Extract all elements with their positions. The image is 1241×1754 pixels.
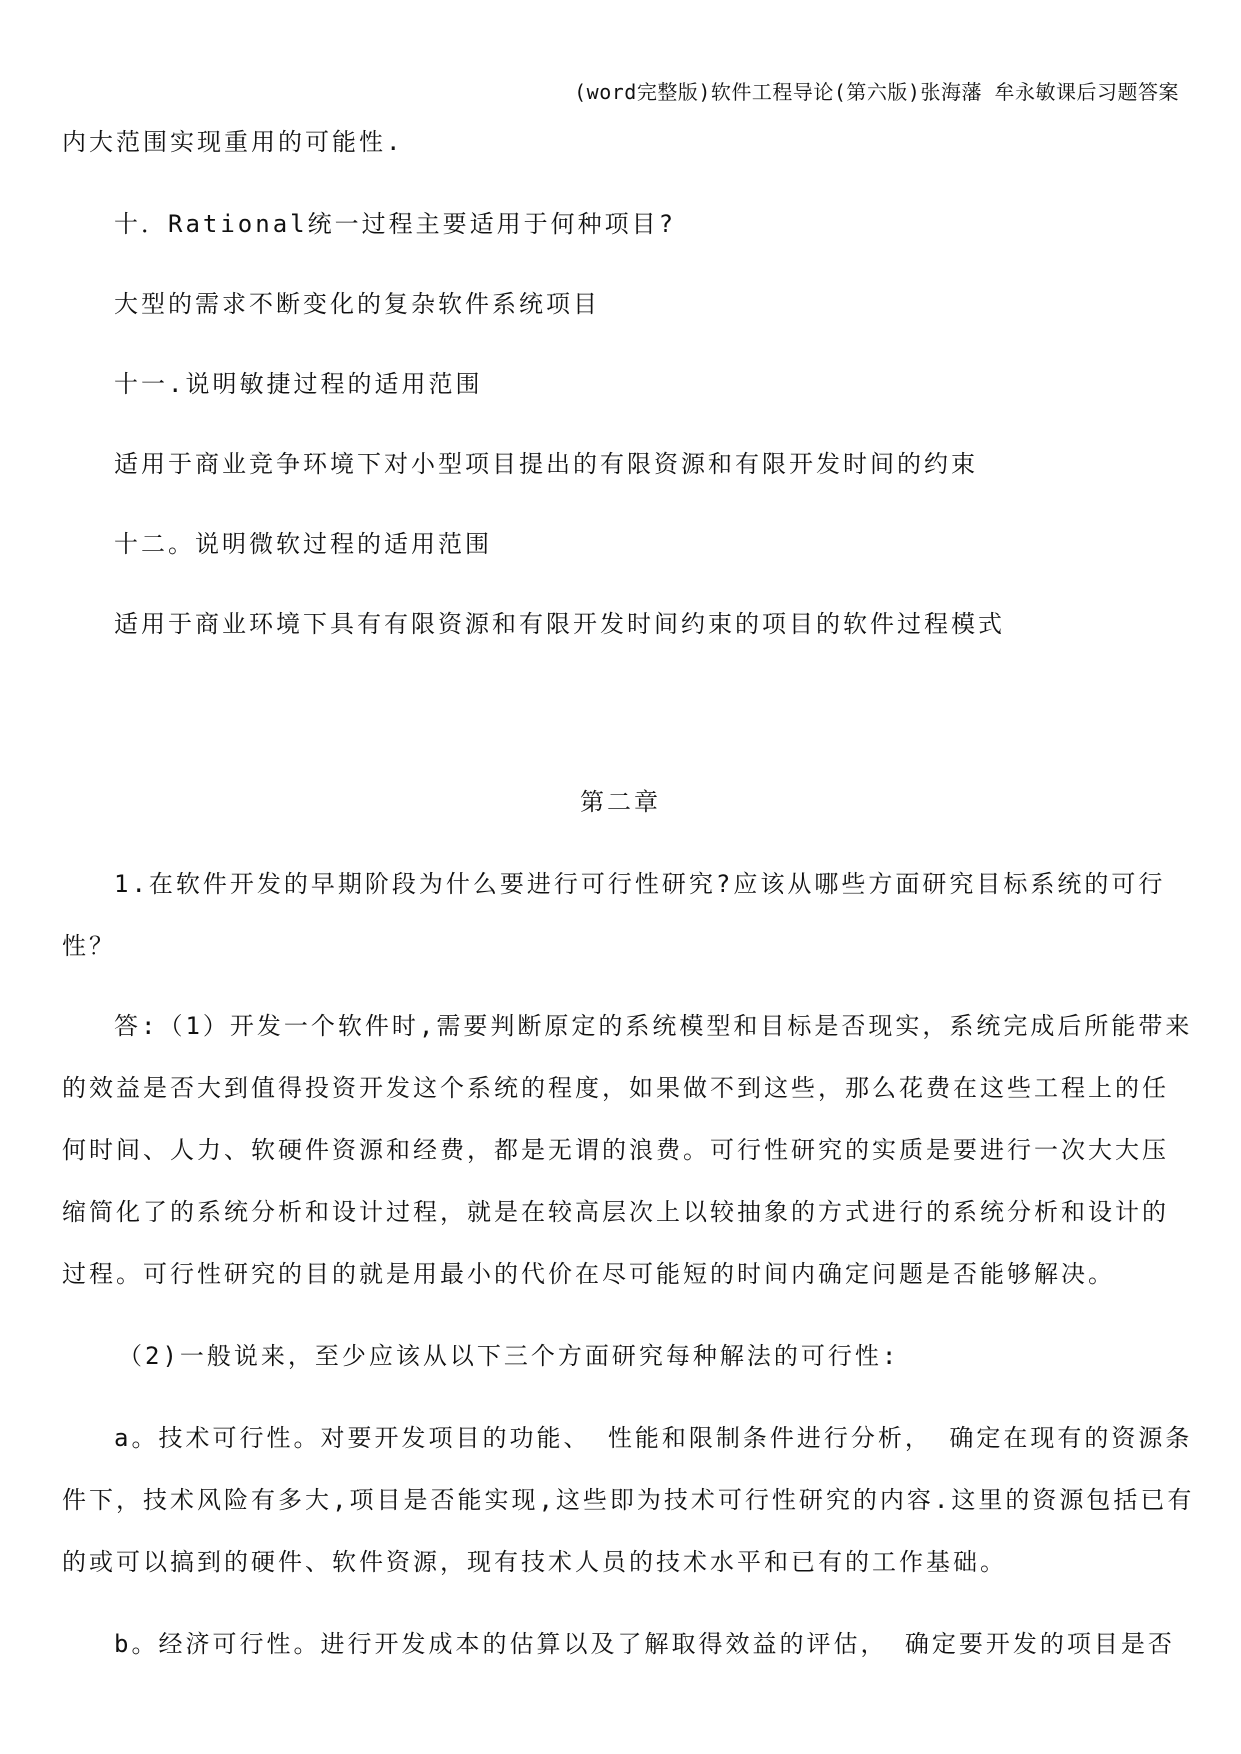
answer-11: 适用于商业竞争环境下对小型项目提出的有限资源和有限开发时间的约束 xyxy=(114,450,978,478)
answer-1-line-2: 的效益是否大到值得投资开发这个系统的程度，如果做不到这些，那么花费在这些工程上的任 xyxy=(62,1074,1169,1102)
economic-feasibility-line-1: b。经济可行性。进行开发成本的估算以及了解取得效益的评估， 确定要开发的项目是否 xyxy=(114,1630,1175,1658)
question-1-line-1: 1.在软件开发的早期阶段为什么要进行可行性研究?应该从哪些方面研究目标系统的可行 xyxy=(114,870,1166,898)
technical-feasibility-line-2: 件下，技术风险有多大,项目是否能实现,这些即为技术可行性研究的内容.这里的资源包括已有 xyxy=(62,1486,1195,1514)
answer-12: 适用于商业环境下具有有限资源和有限开发时间约束的项目的软件过程模式 xyxy=(114,610,1005,638)
answer-10: 大型的需求不断变化的复杂软件系统项目 xyxy=(114,290,600,318)
question-1-line-2: 性？ xyxy=(62,932,116,960)
question-10: 十．Rational统一过程主要适用于何种项目? xyxy=(114,210,677,238)
answer-1-line-4: 缩简化了的系统分析和设计过程，就是在较高层次上以较抽象的方式进行的系统分析和设计的 xyxy=(62,1198,1169,1226)
text-line-1: 内大范围实现重用的可能性. xyxy=(62,128,404,156)
answer-2-intro: （2)一般说来，至少应该从以下三个方面研究每种解法的可行性: xyxy=(118,1342,900,1370)
question-12: 十二。说明微软过程的适用范围 xyxy=(114,530,492,558)
chapter-heading: 第二章 xyxy=(580,788,661,816)
answer-1-line-3: 何时间、人力、软硬件资源和经费，都是无谓的浪费。可行性研究的实质是要进行一次大大压 xyxy=(62,1136,1169,1164)
answer-1-line-1: 答:（1）开发一个软件时,需要判断原定的系统模型和目标是否现实，系统完成后所能带来 xyxy=(114,1012,1193,1040)
technical-feasibility-line-1: a。技术可行性。对要开发项目的功能、 性能和限制条件进行分析， 确定在现有的资源条 xyxy=(114,1424,1193,1452)
question-11: 十一.说明敏捷过程的适用范围 xyxy=(114,370,483,398)
answer-1-line-5: 过程。可行性研究的目的就是用最小的代价在尽可能短的时间内确定问题是否能够解决。 xyxy=(62,1260,1115,1288)
technical-feasibility-line-3: 的或可以搞到的硬件、软件资源，现有技术人员的技术水平和已有的工作基础。 xyxy=(62,1548,1007,1576)
running-header: (word完整版)软件工程导论(第六版)张海藩 牟永敏课后习题答案 xyxy=(574,80,1179,104)
